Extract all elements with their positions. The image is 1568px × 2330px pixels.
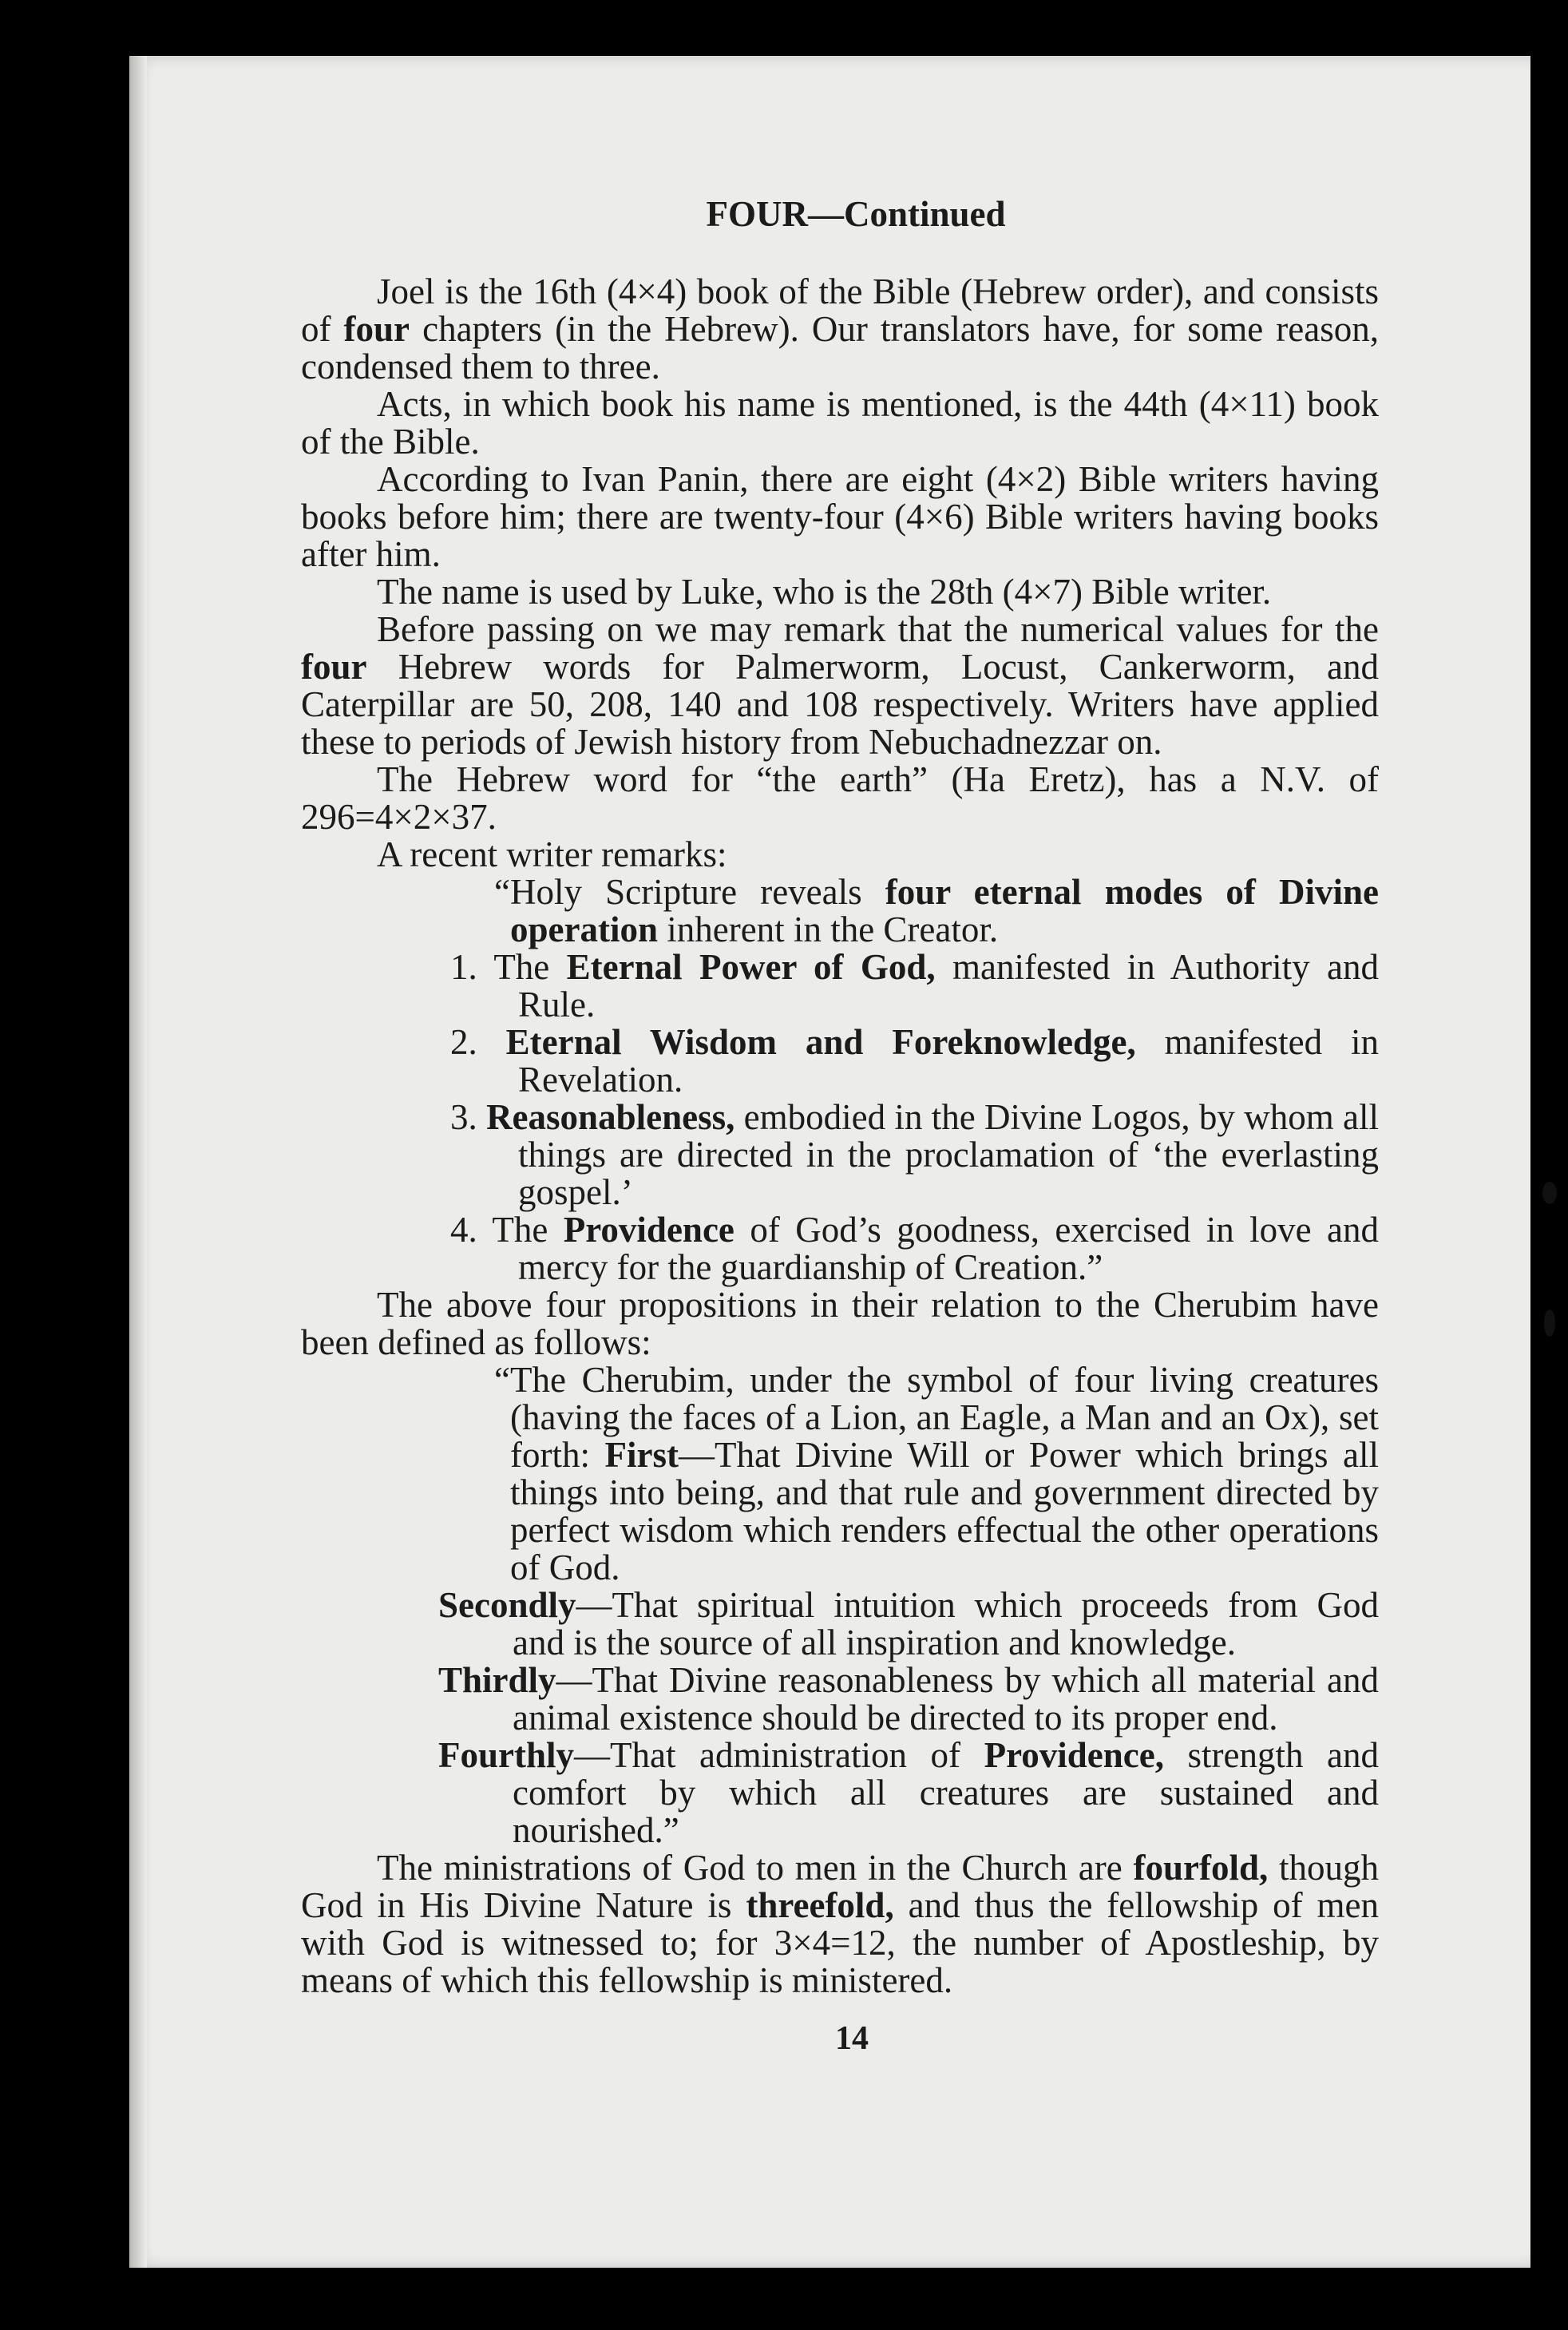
book-page <box>129 56 1530 2268</box>
paragraph-fourthly: Fourthly—That administration of Providence, strength and comfort by which all creatures are sustained and nourished.” <box>438 1735 1379 1850</box>
binding-mark <box>1542 1182 1557 1204</box>
paragraph-cherubim: The above four propositions in their relation to the Cherubim have been defined as follows: <box>301 1285 1379 1362</box>
paragraph-acts: Acts, in which book his name is mentioned, is the 44th (4×11) book of the Bible. <box>301 384 1379 462</box>
heading-main: FOUR <box>706 194 808 234</box>
quote-holy-scripture: “Holy Scripture reveals four eternal modes of Divine operation inherent in the Creator. <box>494 872 1379 949</box>
page-heading <box>333 196 1379 233</box>
list-item-3: 3. Reasonableness, embodied in the Divine Logos, by whom all things are directed in the proclamation of ‘the everlasting gospel.’ <box>450 1097 1379 1212</box>
paragraph-luke: The name is used by Luke, who is the 28th (4×7) Bible writer. <box>377 572 1272 612</box>
page-text <box>301 196 1379 2058</box>
page-gutter-shadow <box>129 56 147 2268</box>
paragraph-recent-writer: A recent writer remarks: <box>377 834 727 874</box>
paragraph-secondly: Secondly—That spiritual intuition which proceeds from God and is the source of all inspiration and knowledge. <box>438 1585 1379 1662</box>
quote-cherubim: “The Cherubim, under the symbol of four living creatures (having the faces of a Lion, an Eagle, a Man and an Ox), set forth: First—That Divine Will or Power which brings all things into being, and that rule and government directed by perfect wisdom which renders effectual the other operations of God. <box>494 1360 1379 1587</box>
paragraph-thirdly: Thirdly—That Divine reasonableness by which all material and animal existence should be directed to its proper end. <box>438 1660 1379 1738</box>
list-item-4: 4. The Providence of God’s goodness, exercised in love and mercy for the guardianship of Creation.” <box>450 1210 1380 1287</box>
list-item-1: 1. The Eternal Power of God, manifested in Authority and Rule. <box>450 947 1380 1024</box>
list-item-2: 2. Eternal Wisdom and Foreknowledge, manifested in Revelation. <box>450 1022 1380 1100</box>
paragraph-joel: Joel is the 16th (4×4) book of the Bible (Hebrew order), and consists of four chapters (in the Hebrew). Our translators have, for some reason, condensed them to three. <box>301 271 1379 386</box>
page-number: 14 <box>835 2020 869 2057</box>
binding-mark <box>1544 1310 1555 1337</box>
paragraph-panin: According to Ivan Panin, there are eight (4×2) Bible writers having books before him; there are twenty-four (4×6) Bible writers having books after him. <box>301 459 1379 574</box>
paragraph-ministrations: The ministrations of God to men in the Church are fourfold, though God in His Divine Nature is threefold, and thus the fellowship of men with God is witnessed to; for 3×4=12, the number of Apostleship, by means of which this fellowship is ministered. <box>301 1848 1380 2000</box>
heading-continued: —Continued <box>807 194 1006 234</box>
paragraph-the-earth: The Hebrew word for “the earth” (Ha Eretz), has a N.V. of 296=4×2×37. <box>301 759 1379 837</box>
paragraph-numerical-values: Before passing on we may remark that the numerical values for the four Hebrew words for Palmerworm, Locust, Cankerworm, and Caterpillar are 50, 208, 140 and 108 respectively. Writers have applied these to periods of Jewish history from Nebuchadnezzar on. <box>301 609 1379 762</box>
